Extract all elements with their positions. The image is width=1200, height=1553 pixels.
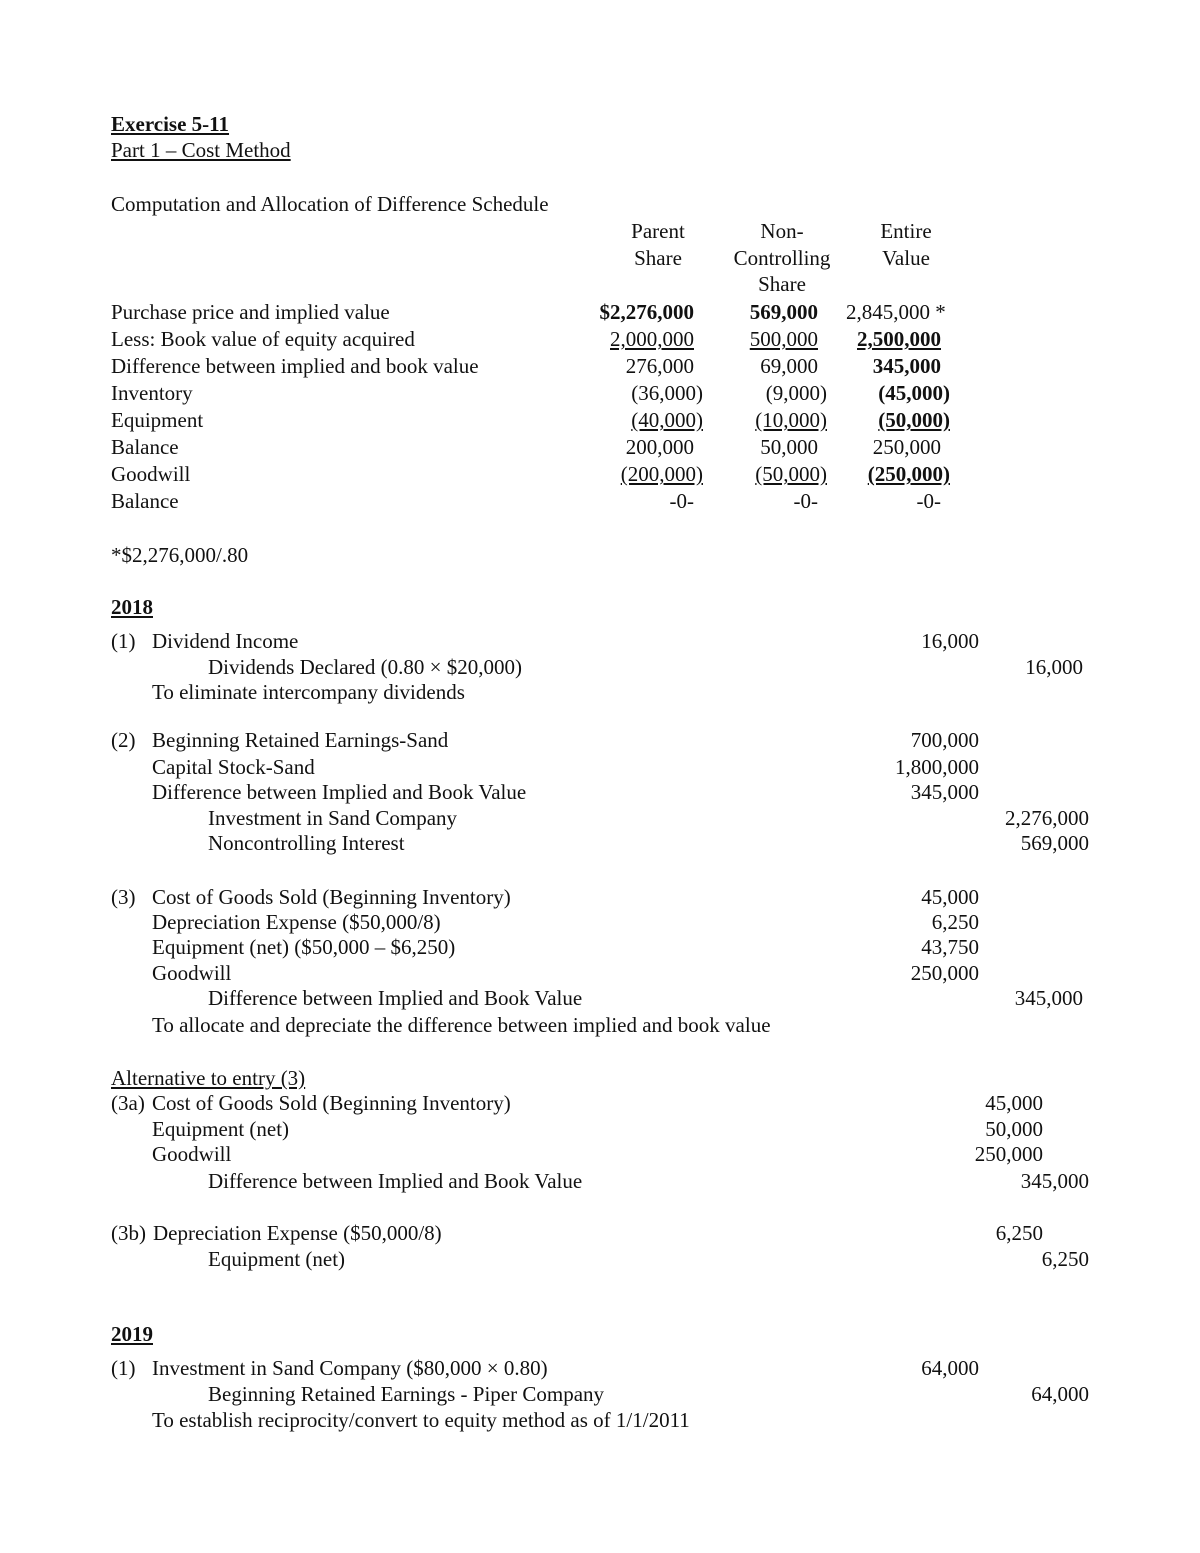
schedule-row-label: Balance: [111, 489, 179, 513]
col-header-parent-1: Parent: [631, 219, 685, 243]
entry-line: Investment in Sand Company ($80,000 × 0.80): [152, 1356, 548, 1380]
debit-amount: 43,750: [921, 935, 979, 959]
col-header-nci-3: Share: [758, 272, 806, 296]
credit-amount: 64,000: [1031, 1382, 1089, 1406]
schedule-row-label: Purchase price and implied value: [111, 300, 390, 324]
schedule-row-label: Balance: [111, 435, 179, 459]
schedule-cell-entire: 345,000: [872, 354, 941, 378]
part-title: Part 1 – Cost Method: [111, 138, 291, 162]
entry-line: Cost of Goods Sold (Beginning Inventory): [152, 885, 511, 909]
entry-line: Depreciation Expense ($50,000/8): [153, 1221, 442, 1245]
debit-amount: 1,800,000: [895, 755, 979, 779]
schedule-cell-entire: 2,845,000 *: [846, 300, 946, 324]
entry-line: Dividend Income: [152, 629, 299, 653]
entry-number: (2): [111, 728, 136, 752]
entry-line: Beginning Retained Earnings-Sand: [152, 728, 449, 752]
schedule-cell-parent: $2,276,000: [599, 300, 694, 324]
entry-line: Difference between Implied and Book Value: [208, 1169, 583, 1193]
schedule-cell-nci: (9,000): [765, 381, 827, 405]
debit-amount: 45,000: [921, 885, 979, 909]
schedule-cell-parent: 200,000: [625, 435, 694, 459]
credit-amount: 345,000: [1020, 1169, 1089, 1193]
entry-line: Dividends Declared (0.80 × $20,000): [208, 655, 522, 679]
year-heading-2018: 2018: [111, 595, 153, 619]
schedule-cell-parent: 276,000: [625, 354, 694, 378]
year-heading-2019: 2019: [111, 1322, 153, 1346]
schedule-cell-nci: 50,000: [760, 435, 818, 459]
debit-amount: 45,000: [985, 1091, 1043, 1115]
entry-number: (3b): [111, 1221, 146, 1245]
debit-amount: 16,000: [921, 629, 979, 653]
entry-number: (1): [111, 629, 136, 653]
entry-number: (1): [111, 1356, 136, 1380]
debit-amount: 64,000: [921, 1356, 979, 1380]
schedule-cell-nci: 69,000: [760, 354, 818, 378]
schedule-cell-nci: (50,000): [755, 462, 827, 486]
col-header-entire-2: Value: [882, 246, 930, 270]
schedule-cell-entire: (45,000): [878, 381, 950, 405]
debit-amount: 700,000: [910, 728, 979, 752]
entry-line: Cost of Goods Sold (Beginning Inventory): [152, 1091, 511, 1115]
debit-amount: 250,000: [910, 961, 979, 985]
col-header-entire-1: Entire: [880, 219, 932, 243]
credit-amount: 345,000: [1014, 986, 1083, 1010]
debit-amount: 6,250: [931, 910, 979, 934]
schedule-cell-nci: -0-: [793, 489, 818, 513]
entry-line: Investment in Sand Company: [208, 806, 458, 830]
debit-amount: 50,000: [985, 1117, 1043, 1141]
entry-line: Difference between Implied and Book Value: [208, 986, 583, 1010]
schedule-cell-parent: (40,000): [631, 408, 703, 432]
col-header-nci-1: Non-: [760, 219, 804, 243]
entry-number: (3a): [111, 1091, 145, 1115]
entry-line: Goodwill: [152, 961, 232, 985]
entry-memo: To establish reciprocity/convert to equity method as of 1/1/2011: [152, 1408, 690, 1432]
exercise-title: Exercise 5-11: [111, 112, 230, 136]
schedule-cell-nci: 569,000: [749, 300, 818, 324]
entry-line: Beginning Retained Earnings - Piper Company: [208, 1382, 605, 1406]
schedule-cell-entire: 250,000: [872, 435, 941, 459]
col-header-parent-2: Share: [634, 246, 682, 270]
credit-amount: 6,250: [1041, 1247, 1089, 1271]
debit-amount: 345,000: [910, 780, 979, 804]
schedule-cell-entire: 2,500,000: [857, 327, 941, 351]
entry-memo: To allocate and depreciate the difference between implied and book value: [152, 1013, 771, 1037]
schedule-cell-parent: -0-: [669, 489, 694, 513]
entry-line: Depreciation Expense ($50,000/8): [152, 910, 441, 934]
entry-line: Equipment (net): [208, 1247, 346, 1271]
schedule-cell-entire: (250,000): [867, 462, 950, 486]
entry-memo: To eliminate intercompany dividends: [152, 680, 465, 704]
col-header-nci-2: Controlling: [733, 246, 831, 270]
entry-number: (3): [111, 885, 136, 909]
schedule-footnote: *$2,276,000/.80: [111, 543, 249, 567]
credit-amount: 2,276,000: [1005, 806, 1089, 830]
alternative-heading: Alternative to entry (3): [111, 1066, 306, 1090]
schedule-cell-nci: 500,000: [749, 327, 818, 351]
schedule-row-label: Goodwill: [111, 462, 191, 486]
schedule-cell-parent: 2,000,000: [610, 327, 694, 351]
entry-line: Equipment (net) ($50,000 – $6,250): [152, 935, 456, 959]
debit-amount: 6,250: [995, 1221, 1043, 1245]
entry-line: Capital Stock-Sand: [152, 755, 315, 779]
entry-line: Goodwill: [152, 1142, 232, 1166]
schedule-row-label: Difference between implied and book value: [111, 354, 479, 378]
schedule-row-label: Inventory: [111, 381, 193, 405]
entry-line: Noncontrolling Interest: [208, 831, 405, 855]
entry-line: Equipment (net): [152, 1117, 290, 1141]
schedule-row-label: Less: Book value of equity acquired: [111, 327, 415, 351]
schedule-cell-entire: -0-: [916, 489, 941, 513]
schedule-title: Computation and Allocation of Difference Schedule: [111, 192, 549, 216]
credit-amount: 569,000: [1020, 831, 1089, 855]
schedule-cell-nci: (10,000): [755, 408, 827, 432]
schedule-row-label: Equipment: [111, 408, 204, 432]
debit-amount: 250,000: [974, 1142, 1043, 1166]
schedule-cell-parent: (200,000): [620, 462, 703, 486]
entry-line: Difference between Implied and Book Value: [152, 780, 527, 804]
schedule-cell-entire: (50,000): [878, 408, 950, 432]
schedule-cell-parent: (36,000): [631, 381, 703, 405]
credit-amount: 16,000: [1025, 655, 1083, 679]
